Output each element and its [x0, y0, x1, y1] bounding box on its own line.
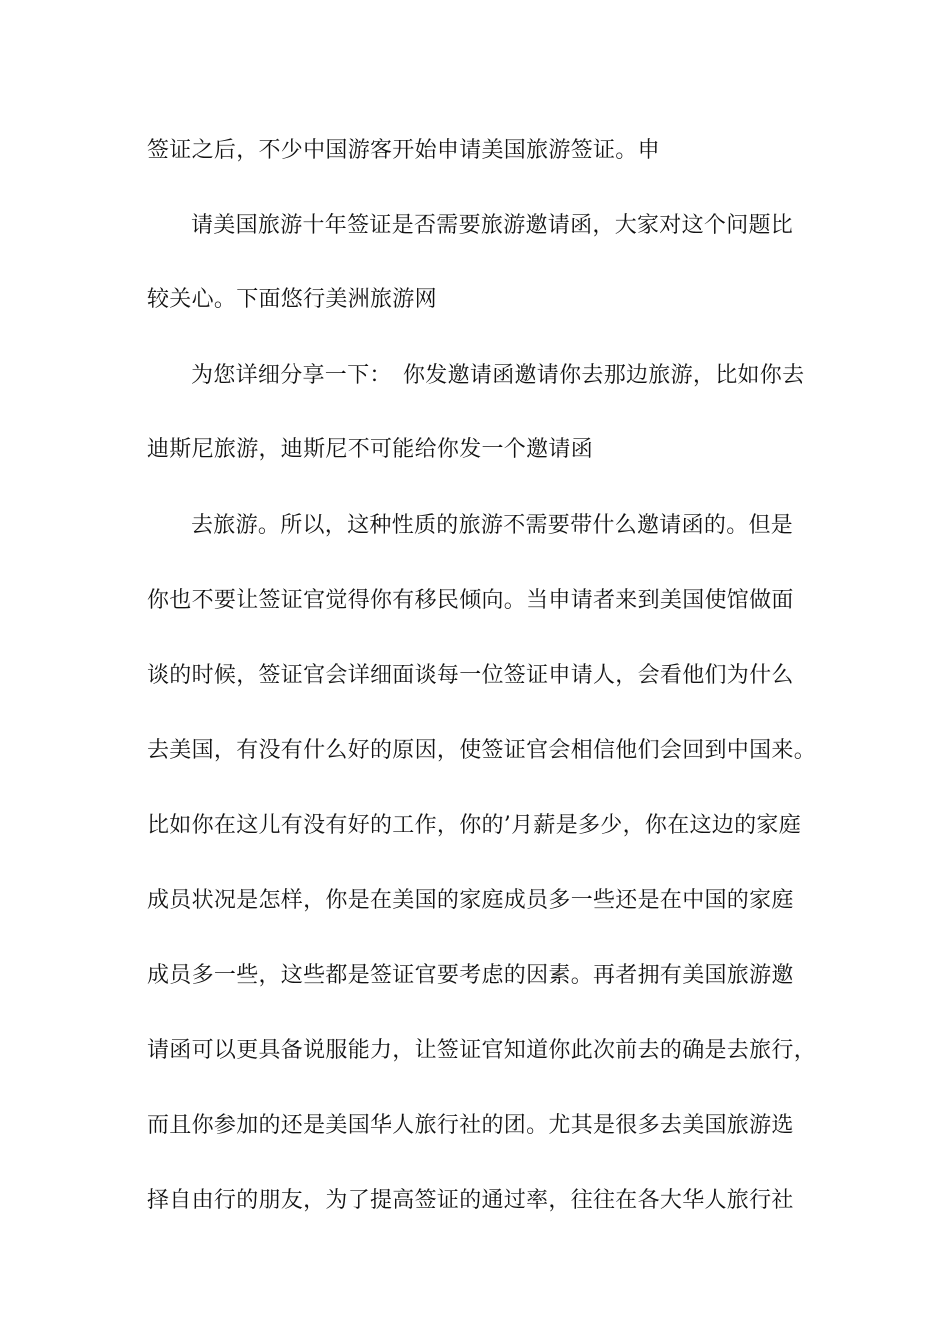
text-line: 成员多一些，这些都是签证官要考虑的因素。再者拥有美国旅游邀: [147, 963, 794, 988]
text-line: 请函可以更具备说服能力，让签证官知道你此次前去的确是去旅行，: [147, 1038, 817, 1063]
text-line: 成员状况是怎样，你是在美国的家庭成员多一些还是在中国的家庭: [147, 888, 794, 913]
text-line: 而且你参加的还是美国华人旅行社的团。尤其是很多去美国旅游选: [147, 1113, 794, 1138]
text-line: 谈的时候，签证官会详细面谈每一位签证申请人，会看他们为什么: [147, 663, 794, 688]
text-line: 比如你在这儿有没有好的工作，你的’月薪是多少，你在这边的家庭: [147, 813, 801, 838]
text-line: 去旅游。所以，这种性质的旅游不需要带什么邀请函的。但是: [191, 513, 794, 538]
text-line: 请美国旅游十年签证是否需要旅游邀请函，大家对这个问题比: [191, 213, 794, 238]
text-line: 较关心。下面悠行美洲旅游网: [147, 287, 437, 312]
text-line: 为您详细分享一下： 你发邀请函邀请你去那边旅游，比如你去: [191, 363, 805, 388]
text-line: 你也不要让签证官觉得你有移民倾向。当申请者来到美国使馆做面: [147, 588, 794, 613]
text-line: 迪斯尼旅游，迪斯尼不可能给你发一个邀请函: [147, 437, 594, 462]
text-line: 去美国，有没有什么好的原因，使签证官会相信他们会回到中国来。: [147, 738, 817, 763]
text-line: 择自由行的朋友，为了提高签证的通过率，往往在各大华人旅行社: [147, 1188, 794, 1213]
text-line: 签证之后，不少中国游客开始申请美国旅游签证。申: [147, 138, 660, 163]
